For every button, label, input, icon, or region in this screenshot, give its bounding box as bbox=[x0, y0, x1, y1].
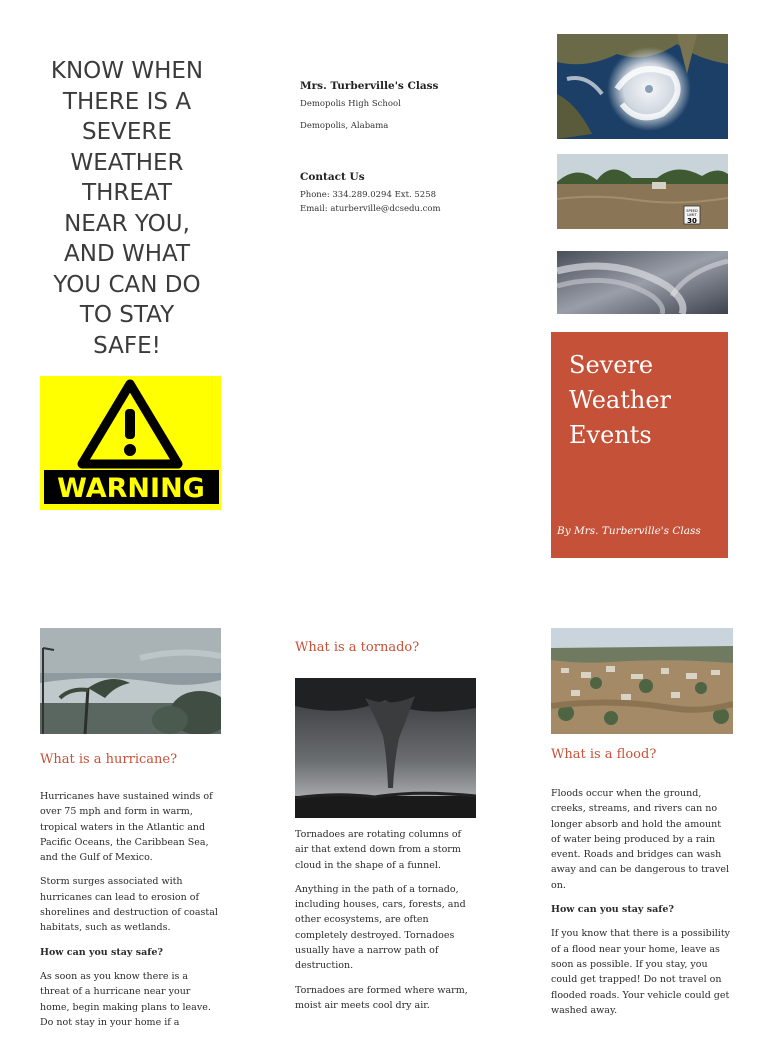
hurricane-text bbox=[40, 789, 220, 1039]
flooded-street-image bbox=[557, 154, 728, 229]
cover-title: Severe Weather Events bbox=[569, 351, 671, 449]
class-name: Mrs. Turberville's Class bbox=[300, 80, 439, 92]
hurricane-safety-question: How can you stay safe? bbox=[40, 946, 163, 958]
tornado-heading: What is a tornado? bbox=[295, 640, 420, 655]
hurricane-paragraph-1: Hurricanes have sustained winds of over 75 mph and form in warm, tropical waters in the Atlantic and Pacific Oceans, the Caribbean Sea, and the Gulf of Mexico. bbox=[40, 791, 213, 864]
tornado-paragraph-1: Tornadoes are rotating columns of air that extend down from a storm cloud in the shape of a funnel. bbox=[295, 829, 462, 871]
hurricane-satellite-image bbox=[557, 34, 728, 139]
flood-heading: What is a flood? bbox=[551, 747, 657, 762]
tornado-photo bbox=[295, 678, 476, 818]
headline: KNOW WHEN THERE IS A SEVERE WEATHER THREAT NEAR YOU, AND WHAT YOU CAN DO TO STAY SAFE! bbox=[50, 58, 204, 359]
cover-byline: By Mrs. Turberville's Class bbox=[557, 525, 701, 537]
svg-text:SPEED: SPEED bbox=[686, 209, 698, 213]
city-name: Demopolis, Alabama bbox=[300, 121, 389, 131]
email-address: Email: aturberville@dcsedu.com bbox=[300, 204, 441, 214]
warning-label: WARNING bbox=[57, 473, 205, 504]
cover-panel bbox=[551, 332, 728, 558]
contact-heading: Contact Us bbox=[300, 171, 365, 183]
flood-aerial-photo bbox=[551, 628, 733, 734]
hurricane-photo bbox=[40, 628, 221, 734]
school-name: Demopolis High School bbox=[300, 99, 401, 109]
phone-number: Phone: 334.289.0294 Ext. 5258 bbox=[300, 190, 437, 200]
tornado-paragraph-2: Anything in the path of a tornado, including houses, cars, forests, and other ecosystems, are often completely destroyed. Tornadoes usually have a narrow path of destruction. bbox=[295, 883, 466, 972]
warning-sign-image bbox=[40, 376, 221, 510]
flood-text bbox=[551, 786, 731, 1027]
hurricane-paragraph-3: As soon as you know there is a threat of a hurricane near your home, begin making plans to leave. Do not stay in your home if a bbox=[40, 970, 211, 1028]
flood-paragraph-2: If you know that there is a possibility of a flood near your home, leave as soon as possible. If you stay, you could get trapped! Do not travel on flooded roads. Your vehicle could get washed away. bbox=[551, 928, 731, 1016]
tornado-paragraph-3: Tornadoes are formed where warm, moist air meets cool dry air. bbox=[295, 984, 468, 1011]
hurricane-heading: What is a hurricane? bbox=[40, 752, 178, 767]
hurricane-paragraph-2: Storm surges associated with hurricanes can lead to erosion of shorelines and destruction of coastal habitats, such as wetlands. bbox=[40, 876, 218, 934]
flood-paragraph-1: Floods occur when the ground, creeks, streams, and rivers can no longer absorb and hold the amount of water being produced by a rain event. Roads and bridges can wash away and can be dangerous to travel on. bbox=[551, 788, 730, 891]
svg-text:LIMIT: LIMIT bbox=[687, 213, 697, 217]
svg-text:30: 30 bbox=[687, 217, 697, 225]
tornado-text bbox=[295, 827, 471, 1022]
flood-safety-question: How can you stay safe? bbox=[551, 904, 674, 916]
storm-cloud-image bbox=[557, 251, 728, 314]
